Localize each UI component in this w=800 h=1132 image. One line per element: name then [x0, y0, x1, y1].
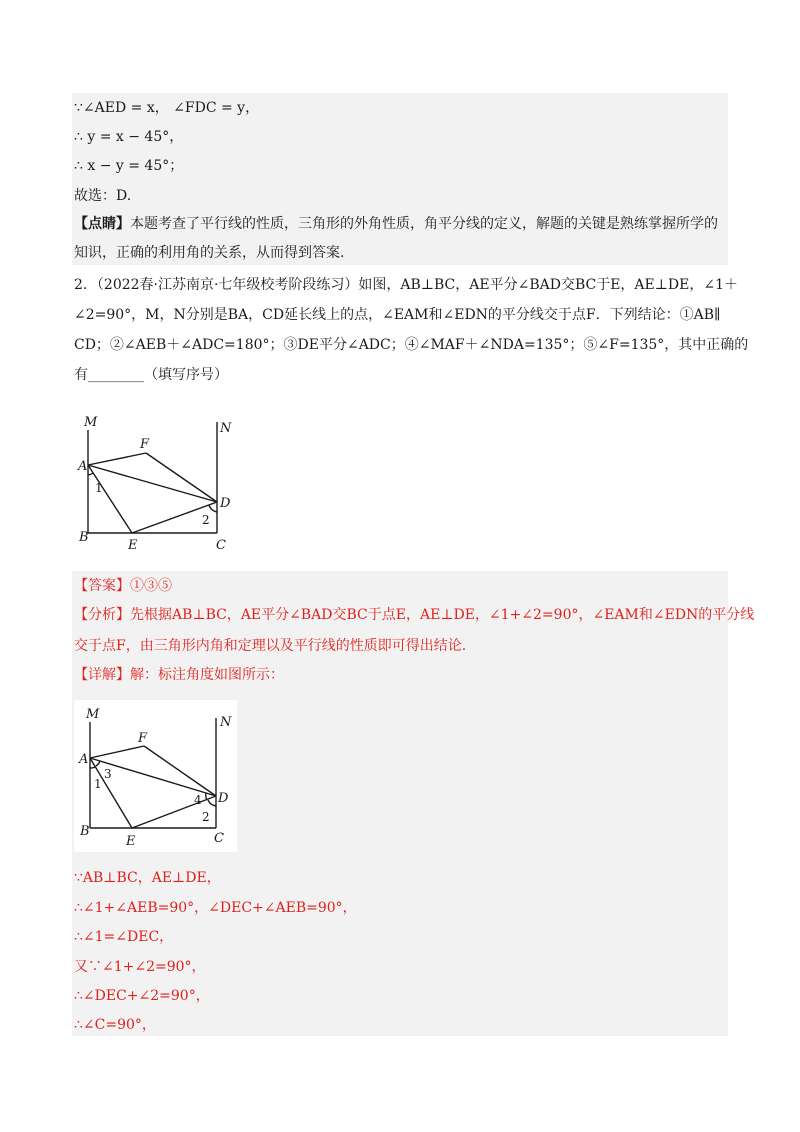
comment-text-1: 本题考查了平行线的性质，三角形的外角性质，角平分线的定义，解题的关键是熟练掌握所学的	[130, 216, 718, 232]
comment-tag: 【点睛】	[74, 216, 130, 232]
line-fd	[144, 746, 216, 796]
angle-4-arc	[206, 793, 207, 800]
line-ad	[88, 465, 217, 502]
label-n: N	[220, 421, 232, 436]
label-angle-3: 3	[104, 767, 112, 781]
label-e: E	[128, 538, 138, 553]
step-4: 又∵∠1+∠2=90°，	[74, 959, 206, 975]
label-angle-1: 1	[94, 777, 102, 791]
label-c: C	[216, 538, 226, 553]
answer-line: 【答案】①③⑤	[74, 578, 172, 594]
solution-line-3: ∴ x − y = 45°；	[74, 158, 184, 174]
label-a: A	[79, 752, 89, 767]
label-b: B	[80, 824, 90, 839]
angle-2-arc	[208, 800, 216, 806]
label-angle-2: 2	[202, 513, 210, 527]
line-fd	[146, 453, 217, 502]
analysis-line-1: 【分析】先根据AB⊥BC，AE平分∠BAD交BC于点E，AE⊥DE，∠1+∠2=90°，∠EAM和∠EDN的平分线	[74, 607, 755, 623]
geometry-diagram-2	[74, 700, 237, 852]
solution-line-1: ∵∠AED = x， ∠FDC = y，	[74, 100, 260, 116]
label-c: C	[214, 831, 224, 846]
label-b: B	[79, 530, 89, 545]
step-1: ∵AB⊥BC，AE⊥DE，	[74, 870, 221, 886]
label-angle-1: 1	[95, 481, 103, 495]
question-line-2: ∠2=90°，M，N分别是BA，CD延长线上的点，∠EAM和∠EDN的平分线交于点F．下列结论：①AB∥	[74, 307, 721, 323]
question-line-4: 有________（填写序号）	[74, 367, 228, 383]
label-m: M	[86, 707, 100, 722]
question-line-1: 2．（2022春·江苏南京·七年级校考阶段练习）如图，AB⊥BC，AE平分∠BAD交BC于E，AE⊥DE，∠1＋	[74, 277, 739, 293]
step-6: ∴∠C=90°，	[74, 1017, 156, 1033]
step-5: ∴∠DEC+∠2=90°，	[74, 988, 210, 1004]
angle-3-arc	[96, 761, 100, 766]
solution-figure	[74, 700, 237, 852]
geometry-diagram-1	[76, 410, 246, 555]
label-n: N	[220, 715, 232, 730]
label-e: E	[126, 834, 136, 849]
label-angle-2: 2	[202, 810, 210, 824]
label-f: F	[140, 437, 150, 452]
label-m: M	[84, 415, 98, 430]
question-figure	[76, 410, 246, 555]
line-af	[90, 746, 144, 758]
label-a: A	[78, 459, 88, 474]
comment-line-2: 知识，正确的利用角的关系，从而得到答案.	[74, 245, 345, 261]
angle-1-arc	[88, 473, 93, 475]
line-af	[88, 453, 146, 465]
label-d: D	[220, 496, 231, 511]
detail-line: 【详解】解：标注角度如图所示：	[74, 667, 284, 683]
angle-2-arc	[209, 505, 217, 512]
step-3: ∴∠1=∠DEC，	[74, 929, 174, 945]
previous-solution-panel	[72, 93, 728, 265]
label-d: D	[218, 791, 229, 806]
label-angle-4: 4	[194, 793, 202, 807]
solution-answer: 故选：D.	[74, 188, 132, 204]
question-line-3: CD；②∠AEB＋∠ADC=180°；③DE平分∠ADC；④∠MAF＋∠NDA=135°；⑤∠F=135°，其中正确的	[74, 337, 749, 353]
label-f: F	[138, 731, 148, 746]
comment-line-1	[74, 214, 718, 234]
solution-line-2: ∴ y = x − 45°，	[74, 129, 184, 145]
step-2: ∴∠1+∠AEB=90°，∠DEC+∠AEB=90°，	[74, 900, 357, 916]
analysis-line-2: 交于点F，由三角形内角和定理以及平行线的性质即可得出结论.	[74, 638, 467, 654]
angle-1-arc	[90, 767, 95, 768]
